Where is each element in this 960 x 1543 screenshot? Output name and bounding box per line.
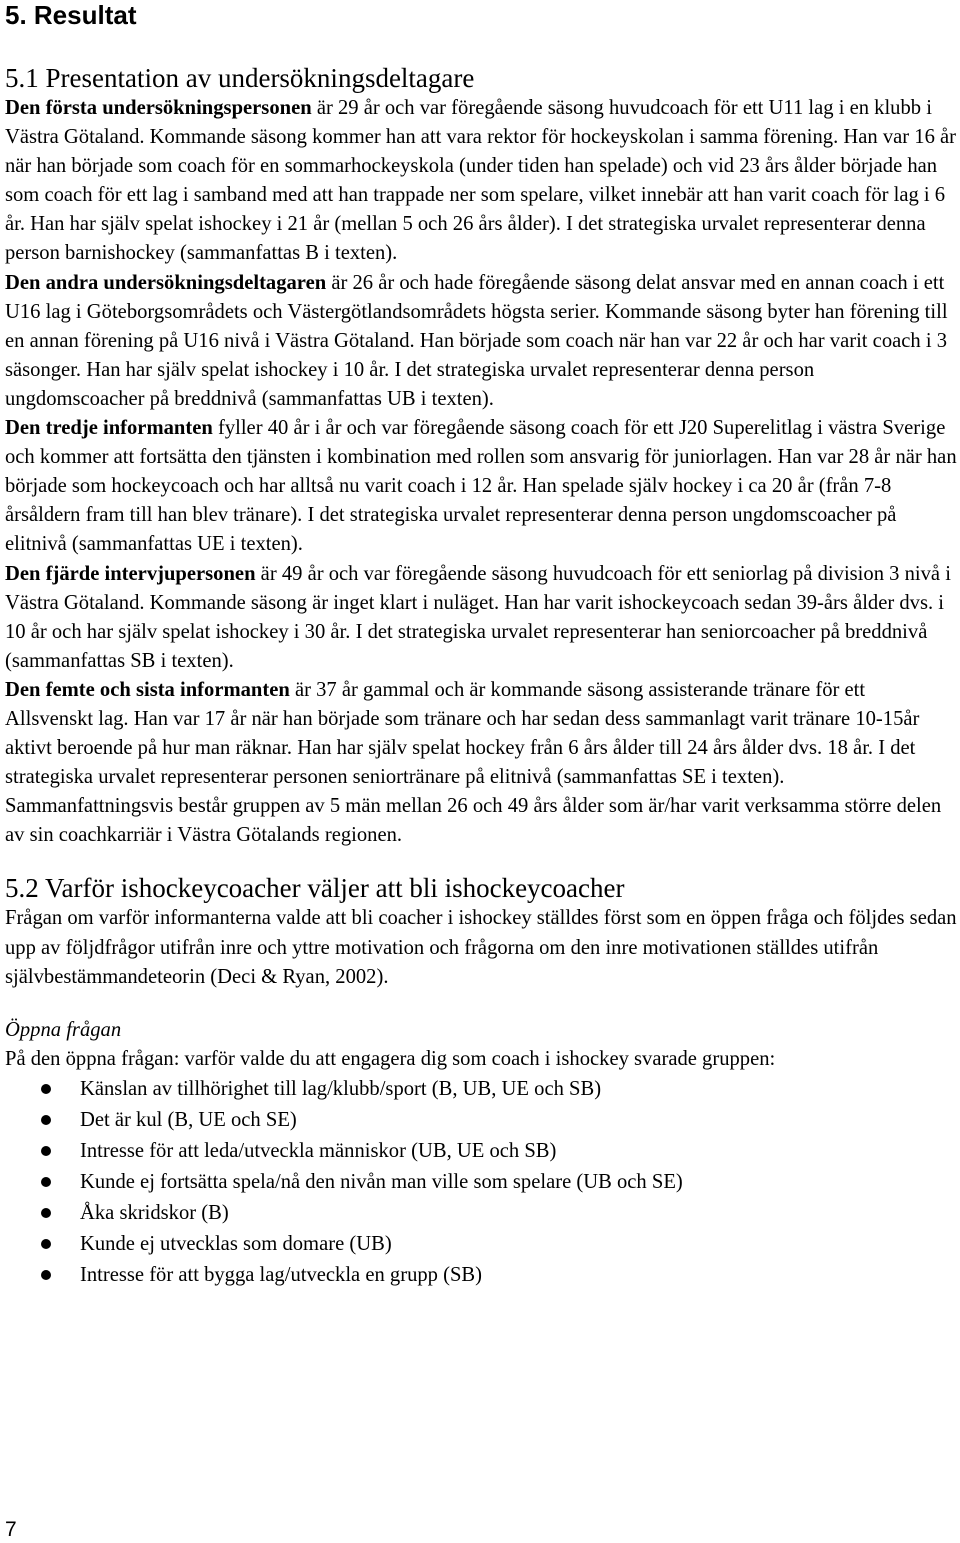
bullet-icon	[41, 1177, 51, 1187]
participant-paragraph-1	[5, 94, 957, 269]
participant-paragraph-2	[5, 269, 957, 414]
open-question-paragraph: På den öppna frågan: varför valde du att engagera dig som coach i ishockey svarade gruppen:	[5, 1047, 776, 1070]
bullet-icon	[41, 1270, 51, 1280]
list-item-text: Känslan av tillhörighet till lag/klubb/sport (B, UB, UE och SB)	[80, 1077, 602, 1100]
list-item	[5, 1167, 957, 1198]
participant-3-text: fyller 40 år i år och var föregående säsong coach för ett J20 Superelitlag i västra Sverige och kommer att fortsätta den tjänsten i kombination med rollen som ansvarig för juniorlagen. Han var 28 år när han började som hockeycoach och har alltså nu varit coach i 12 år. Han spelade själv hockey i ca 20 år (från 7-8 årsåldern fram till han blev tränare). I det strategiska urvalet representerar denna person ungdomscoacher på elitnivå (sammanfattas UE i texten).	[5, 417, 957, 556]
list-item	[5, 1229, 957, 1260]
list-item	[5, 1074, 957, 1105]
bullet-icon	[41, 1115, 51, 1125]
section-heading-resultat: 5. Resultat	[5, 0, 137, 30]
bullet-icon	[41, 1146, 51, 1156]
list-item-text: Intresse för att leda/utveckla människor (UB, UE och SB)	[80, 1140, 557, 1163]
spacer	[5, 992, 957, 1016]
participant-3-lead: Den tredje informanten	[5, 417, 213, 440]
participant-5-text: är 37 år gammal och är kommande säsong assisterande tränare för ett Allsvenskt lag. Han var 17 år när han började som tränare och har sedan dess sammanlagt varit tränare 10-15år aktivt beroende på hur man räknar. Han har själv spelat hockey från 6 års ålder till 24 års ålder dvs. 18 år. I det strategiska urvalet representerar personen seniortränare på elitnivå (sammanfattas SE i texten).	[5, 678, 920, 789]
participant-1-lead: Den första undersökningspersonen	[5, 97, 312, 119]
list-item-text: Åka skridskor (B)	[80, 1202, 229, 1225]
subheading-open-question: Öppna frågan	[5, 1018, 122, 1041]
document-page	[5, 0, 957, 1292]
intro-paragraph: Frågan om varför informanterna valde att bli coacher i ishockey ställdes först som en öppen fråga och följdes sedan upp av följdfrågor utifrån inre och yttre motivation och frågorna om den inre motivationen ställdes utifrån självbestämmandeteorin (Deci & Ryan, 2002).	[5, 907, 957, 988]
list-item	[5, 1105, 957, 1136]
list-item-text: Intresse för att bygga lag/utveckla en grupp (SB)	[80, 1264, 483, 1287]
participant-paragraph-4	[5, 560, 957, 676]
spacer	[5, 850, 957, 872]
participant-2-lead: Den andra undersökningsdeltagaren	[5, 271, 327, 294]
list-item	[5, 1136, 957, 1167]
list-item	[5, 1198, 957, 1229]
participant-5-lead: Den femte och sista informanten	[5, 678, 290, 701]
page-number: 7	[5, 1518, 17, 1541]
bullet-icon	[41, 1239, 51, 1249]
participant-1-text: är 29 år och var föregående säsong huvudcoach för ett U11 lag i en klubb i Västra Götaland. Kommande säsong kommer han att vara rektor för hockeyskolan i samma förening. Han var 16 år när han började som coach för en sommarhockeyskola (under tiden han spelade) och vid 23 års ålder började han som coach för ett lag i samband med att han trappade ner som spelare, vilket innebär att han varit coach för lag i 6 år. Han har själv spelat ishockey i 21 år (mellan 5 och 26 års ålder). I det strategiska urvalet representerar denna person barnishockey (sammanfattas B i texten).	[5, 97, 957, 265]
participant-4-text: är 49 år och var föregående säsong huvudcoach för ett seniorlag på division 3 nivå i Västra Götaland. Kommande säsong är inget klart i nuläget. Han har varit ishockeycoach sedan 39-års ålder dvs. i 10 år och har själv spelat ishockey i 30 år. I det strategiska urvalet representerar han seniorcoacher på breddnivå (sammanfattas SB i texten).	[5, 562, 951, 672]
list-item	[5, 1260, 957, 1291]
answers-list	[5, 1074, 957, 1292]
list-item-text: Det är kul (B, UE och SE)	[80, 1109, 297, 1131]
participant-4-lead: Den fjärde intervjupersonen	[5, 562, 256, 585]
bullet-icon	[41, 1084, 51, 1094]
bullet-icon	[41, 1208, 51, 1218]
section-heading-presentation: 5.1 Presentation av undersökningsdeltagare	[5, 63, 475, 93]
participant-paragraph-5	[5, 676, 957, 792]
list-item-text: Kunde ej fortsätta spela/nå den nivån man ville som spelare (UB och SE)	[80, 1171, 683, 1194]
participant-2-text: är 26 år och hade föregående säsong delat ansvar med en annan coach i ett U16 lag i Göteborgsområdets och Västergötlandsområdets högsta serier. Kommande säsong byter han förening till en annan förening på U16 nivå i Västra Götaland. Han började som coach när han var 22 år och har varit coach i 3 säsonger. Han har själv spelat ishockey i 10 år. I det strategiska urvalet representerar denna person ungdomscoacher på breddnivå (sammanfattas UB i texten).	[5, 271, 948, 410]
section-heading-varfor: 5.2 Varför ishockeycoacher väljer att bli ishockeycoacher	[5, 873, 625, 904]
participant-paragraph-3	[5, 414, 957, 559]
list-item-text: Kunde ej utvecklas som domare (UB)	[80, 1233, 392, 1256]
summary-paragraph: Sammanfattningsvis består gruppen av 5 män mellan 26 och 49 års ålder som är/har varit verksamma större delen av sin coachkarriär i Västra Götalands regionen.	[5, 795, 942, 847]
